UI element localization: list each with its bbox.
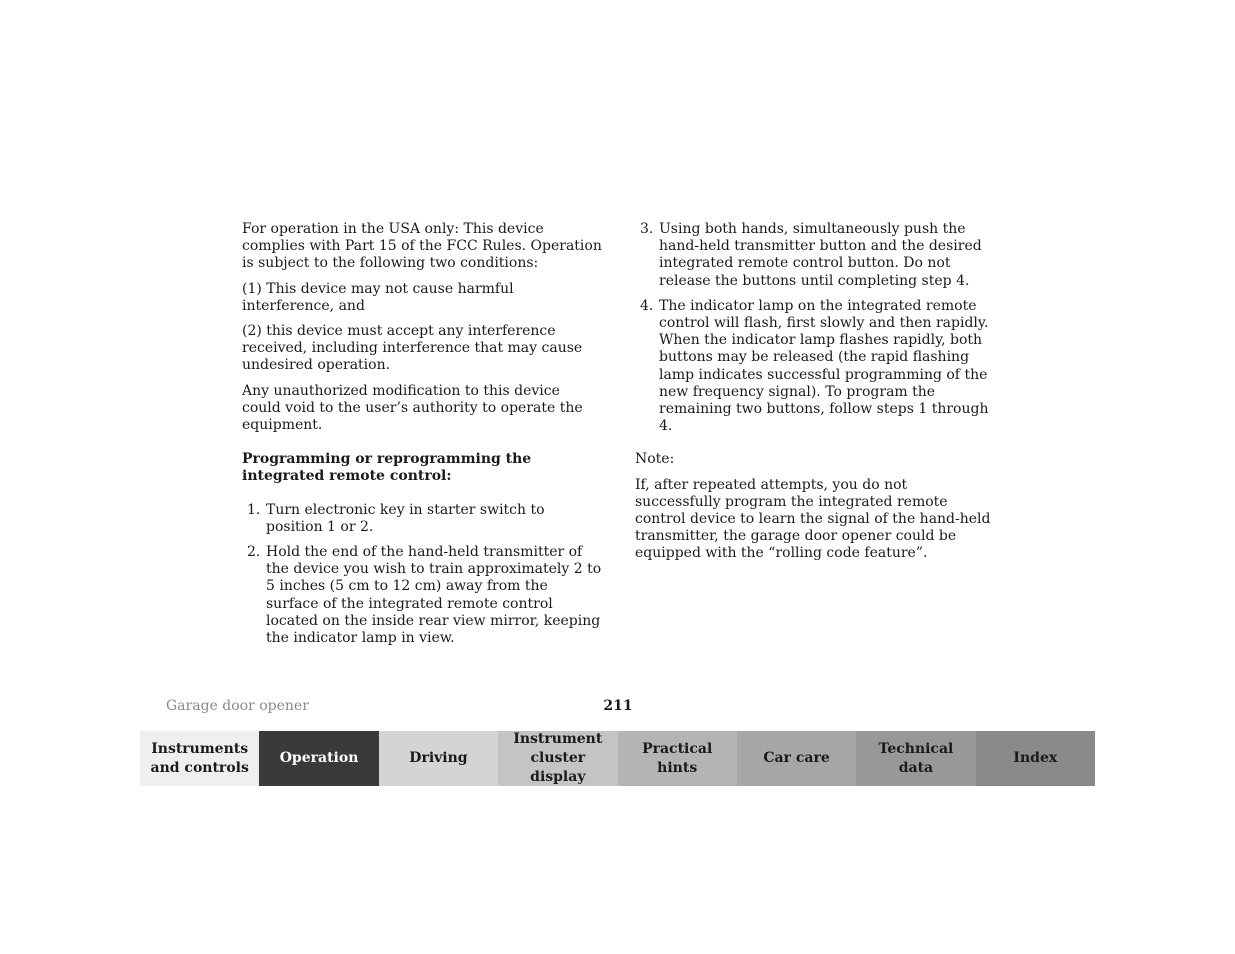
list-item bbox=[242, 544, 602, 647]
programming-steps-left bbox=[242, 502, 602, 648]
tab-label-line2: data bbox=[898, 759, 934, 776]
fcc-condition-1: (1) This device may not cause harmful interference, and bbox=[242, 280, 514, 314]
tab-label-line1: Driving bbox=[409, 750, 468, 766]
fcc-intro: For operation in the USA only: This device complies with Part 15 of the FCC Rules. Operation is subject to the following two conditions: bbox=[242, 221, 602, 272]
note-label: Note: bbox=[635, 451, 675, 468]
tab-label-line2: cluster display bbox=[530, 750, 586, 785]
tab-label-line1: Technical bbox=[878, 740, 954, 757]
list-item bbox=[635, 298, 995, 436]
step-number: 1. bbox=[247, 501, 261, 518]
tab-operation[interactable] bbox=[259, 731, 378, 786]
tab-instrument-cluster-display[interactable] bbox=[498, 731, 617, 786]
left-column bbox=[242, 221, 602, 655]
tab-label-line1: Practical hints bbox=[642, 740, 713, 776]
step-number: 4. bbox=[640, 297, 654, 314]
tab-driving[interactable] bbox=[379, 731, 498, 786]
list-item bbox=[635, 221, 995, 290]
step-text: Using both hands, simultaneously push the hand-held transmitter button and the desired integrated remote control button. Do not release the buttons until completing step 4. bbox=[659, 221, 982, 289]
step-text: Turn electronic key in starter switch to position 1 or 2. bbox=[266, 501, 545, 535]
tab-label-line1: Instruments bbox=[151, 740, 249, 757]
tab-technical-data[interactable] bbox=[856, 731, 975, 786]
tab-index[interactable] bbox=[976, 731, 1095, 786]
tab-label-line1: Car care bbox=[763, 750, 830, 766]
step-text: Hold the end of the hand-held transmitter of the device you wish to train approximately 2 to 5 inches (5 cm to 12 cm) away from the surface of the integrated remote control located on the inside rear view mirror, keeping the indicator lamp in view. bbox=[266, 544, 602, 647]
step-number: 3. bbox=[640, 221, 654, 237]
tab-instruments-and-controls[interactable] bbox=[140, 731, 259, 786]
right-column bbox=[635, 221, 995, 571]
tab-label-line1: Index bbox=[1013, 750, 1058, 766]
tab-label-line1: Operation bbox=[279, 750, 359, 766]
tab-label-line2: and controls bbox=[150, 759, 249, 776]
note-text: If, after repeated attempts, you do not successfully program the integrated remote control device to learn the signal of the hand-held transmitter, the garage door opener could be equipped with the “rolling code feature”. bbox=[635, 476, 991, 562]
programming-steps-right bbox=[635, 221, 995, 435]
tab-car-care[interactable] bbox=[737, 731, 856, 786]
step-text: The indicator lamp on the integrated remote control will flash, first slowly and then rapidly. When the indicator lamp flashes rapidly, both buttons may be released (the rapid flashing lamp indicates successful programming of the new frequency signal). To program the remaining two buttons, follow steps 1 through 4. bbox=[659, 297, 989, 435]
programming-heading: Programming or reprogramming the integrated remote control: bbox=[242, 451, 532, 485]
fcc-condition-2: (2) this device must accept any interference received, including interference that may cause undesired operation. bbox=[242, 323, 583, 374]
chapter-navigation bbox=[140, 731, 1095, 786]
tab-practical-hints[interactable] bbox=[618, 731, 737, 786]
section-title: Garage door opener bbox=[166, 698, 309, 714]
list-item bbox=[242, 502, 602, 536]
tab-label-line1: Instrument bbox=[513, 731, 603, 747]
step-number: 2. bbox=[247, 544, 261, 561]
page-number: 211 bbox=[603, 698, 633, 714]
modification-warning: Any unauthorized modification to this device could void to the user’s authority to operate the equipment. bbox=[242, 382, 583, 434]
